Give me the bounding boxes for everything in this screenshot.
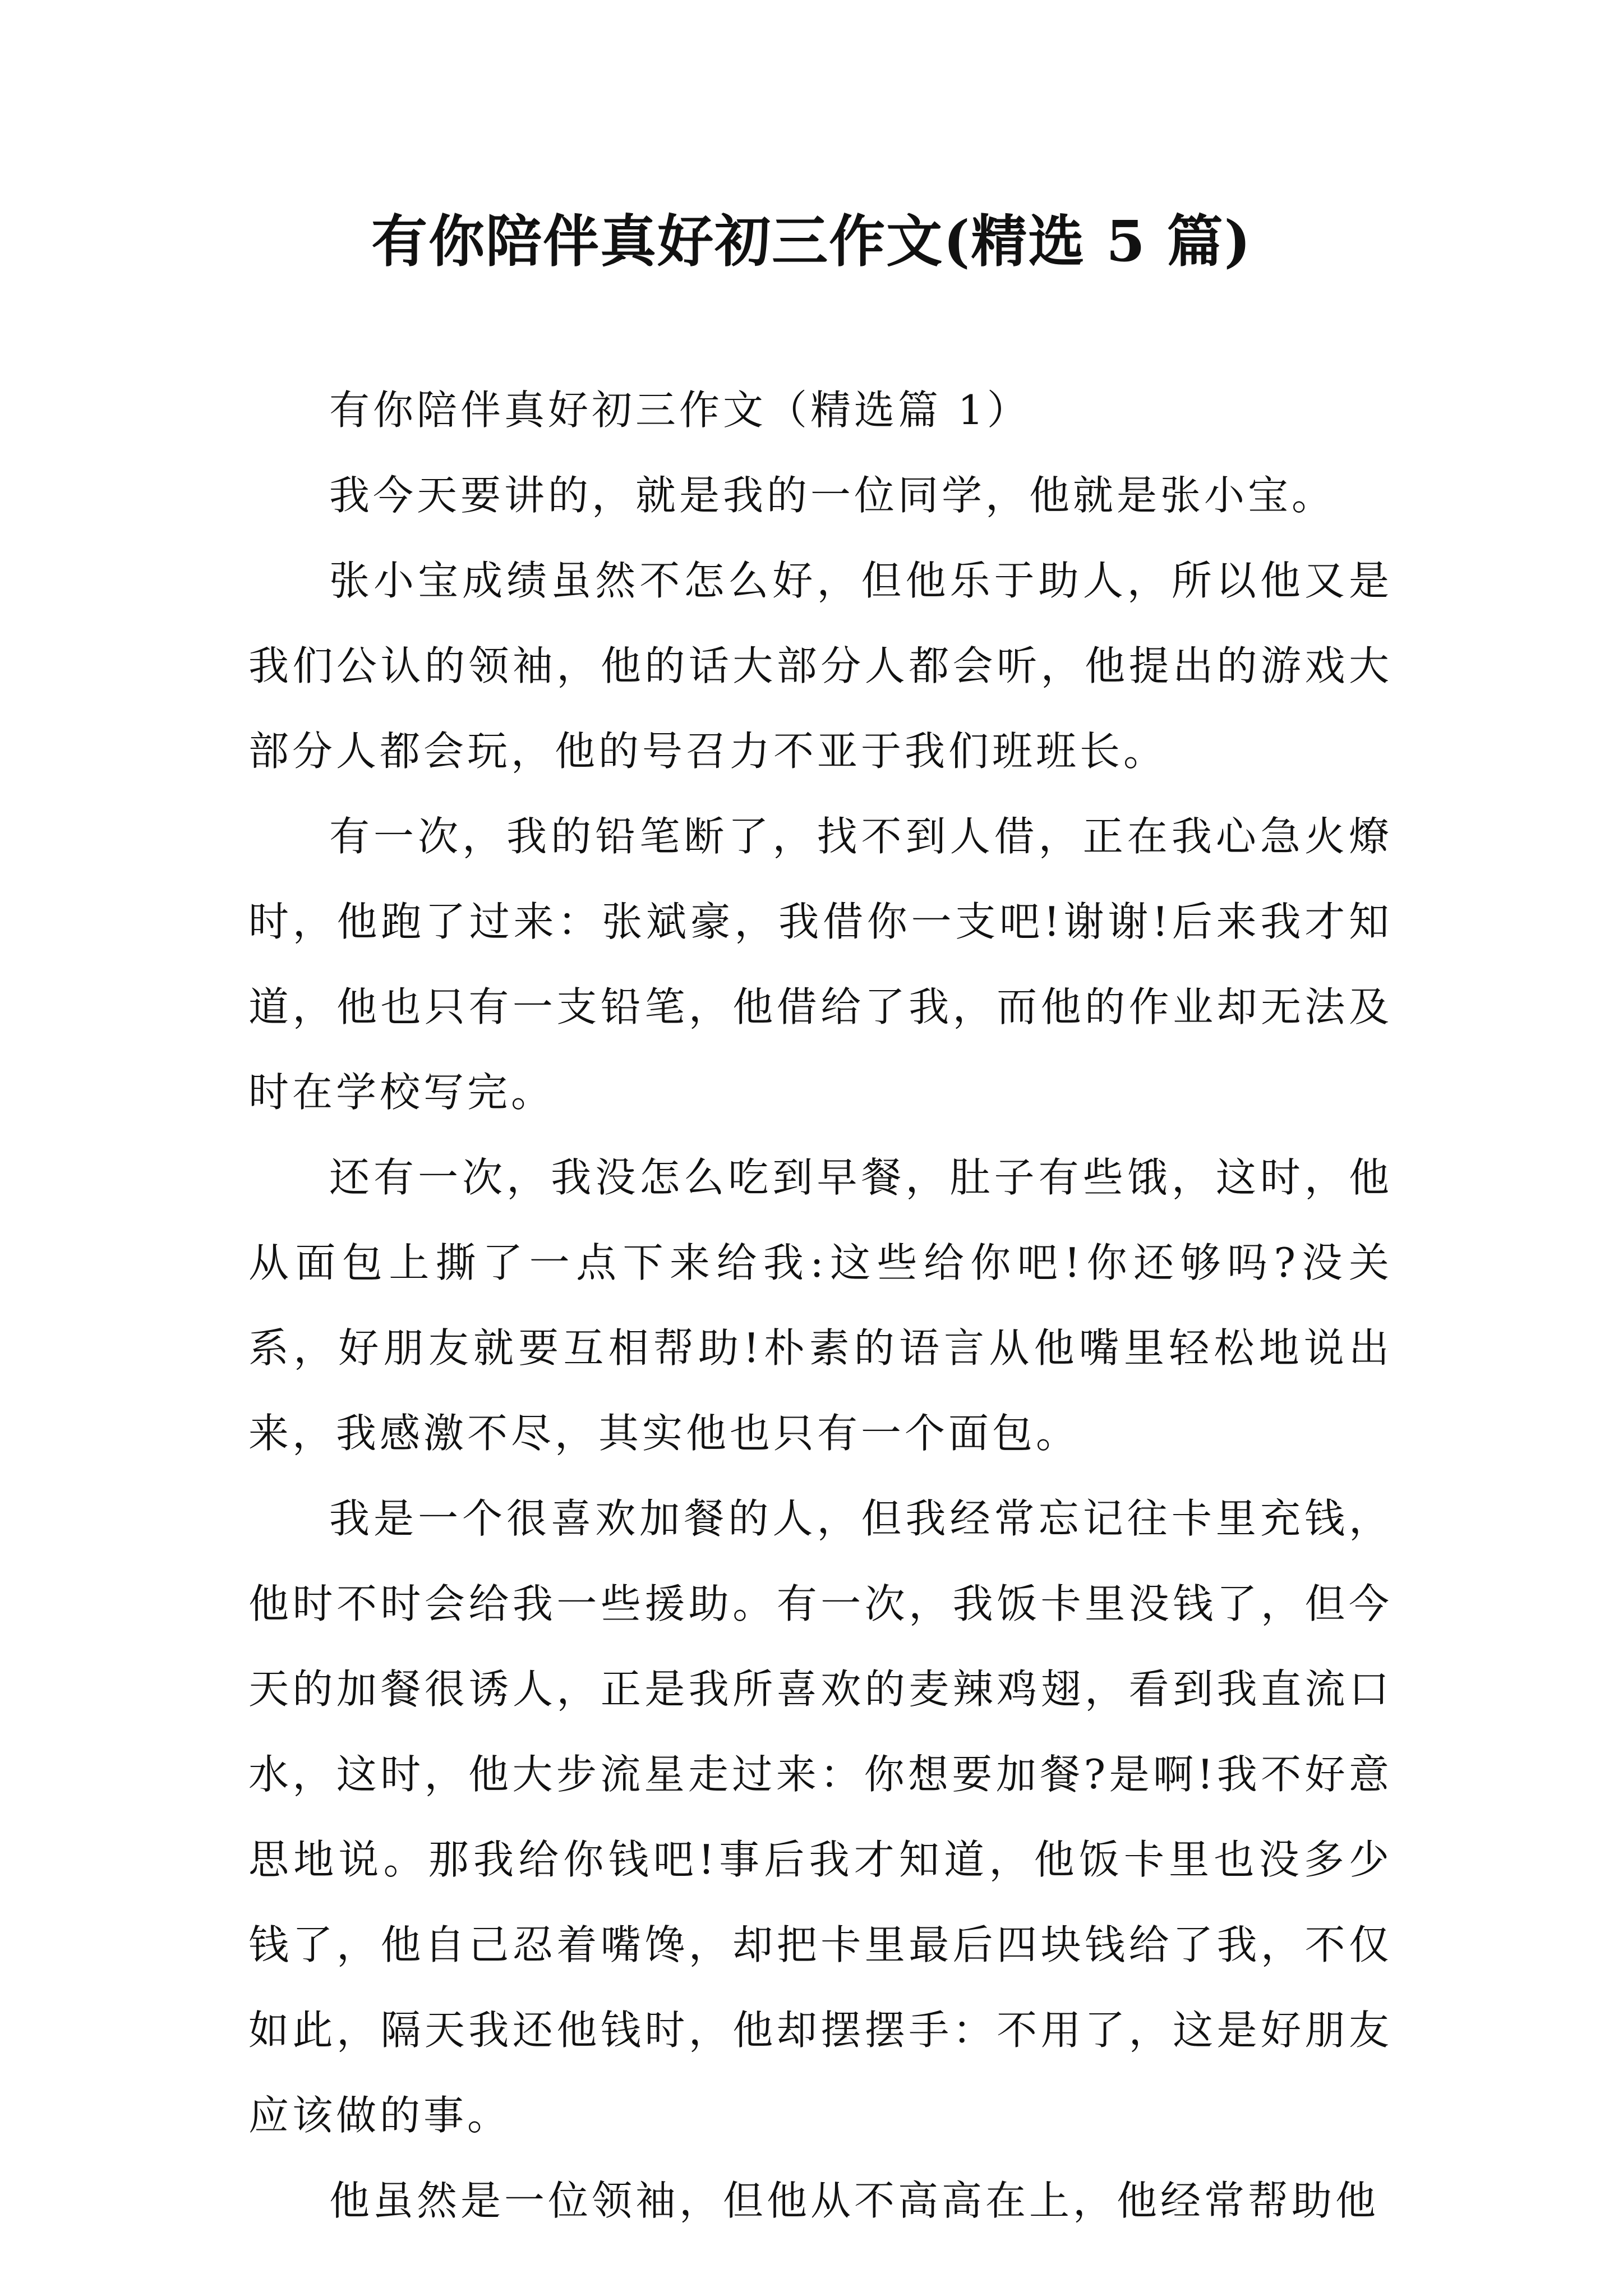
document-body bbox=[248, 367, 1393, 2243]
document-title: 有你陪伴真好初三作文(精选 5 篇) bbox=[371, 208, 1252, 274]
paragraph: 我是一个很喜欢加餐的人，但我经常忘记往卡里充钱，他时不时会给我一些援助。有一次，我饭卡里没钱了，但今天的加餐很诱人，正是我所喜欢的麦辣鸡翅，看到我直流口水，这时，他大步流星走过来：你想要加餐?是啊!我不好意思地说。那我给你钱吧!事后我才知道，他饭卡里也没多少钱了，他自己忍着嘴馋，却把卡里最后四块钱给了我，不仅如此，隔天我还他钱时，他却摆摆手：不用了，这是好朋友应该做的事。 bbox=[248, 1495, 1393, 2139]
paragraph: 有一次，我的铅笔断了，找不到人借，正在我心急火燎时，他跑了过来：张斌豪，我借你一支吧!谢谢!后来我才知道，他也只有一支铅笔，他借给了我，而他的作业却无法及时在学校写完。 bbox=[248, 813, 1393, 1116]
paragraph: 张小宝成绩虽然不怎么好，但他乐于助人，所以他又是我们公认的领袖，他的话大部分人都会听，他提出的游戏大部分人都会玩，他的号召力不亚于我们班班长。 bbox=[248, 557, 1393, 775]
paragraph: 还有一次，我没怎么吃到早餐，肚子有些饿，这时，他从面包上撕了一点下来给我:这些给你吧!你还够吗?没关系，好朋友就要互相帮助!朴素的语言从他嘴里轻松地说出来，我感激不尽，其实他也只有一个面包。 bbox=[248, 1154, 1393, 1457]
paragraph: 我今天要讲的，就是我的一位同学，他就是张小宝。 bbox=[329, 472, 1336, 519]
section-heading: 有你陪伴真好初三作文（精选篇 1） bbox=[329, 386, 1031, 434]
paragraph: 他虽然是一位领袖，但他从不高高在上，他经常帮助他 bbox=[329, 2177, 1380, 2224]
